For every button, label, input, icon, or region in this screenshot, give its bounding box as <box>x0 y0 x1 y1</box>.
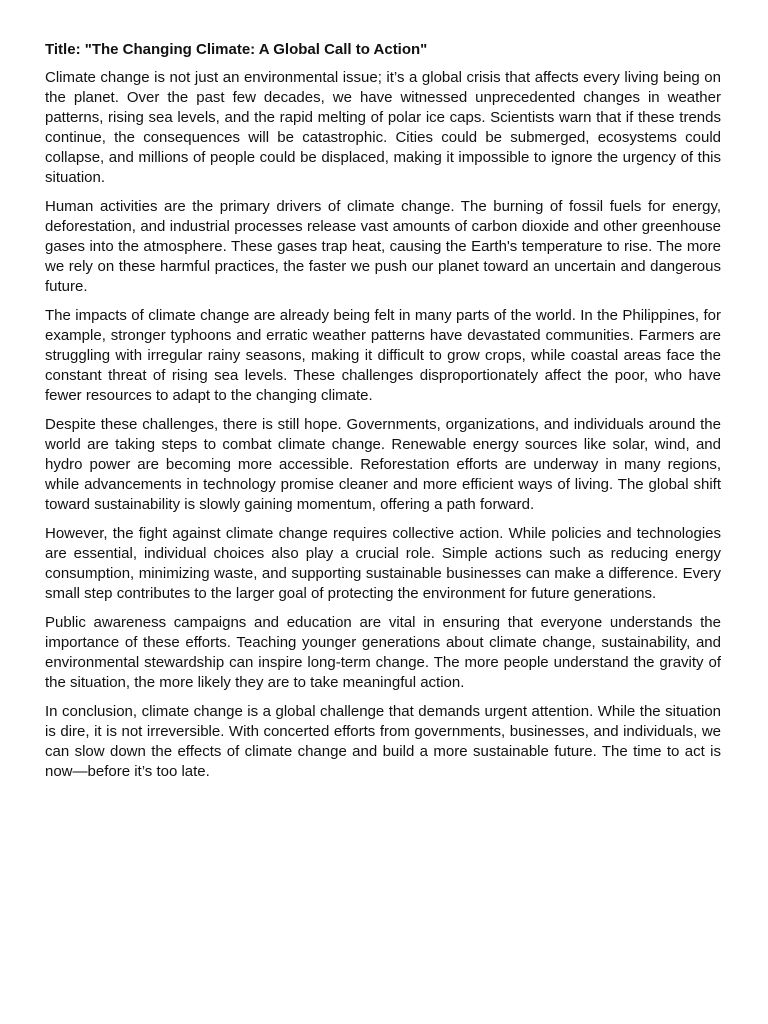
document-title: Title: "The Changing Climate: A Global Call to Action" <box>45 41 428 58</box>
paragraph-3: The impacts of climate change are already being felt in many parts of the world. In the Philippines, for example, stronger typhoons and erratic weather patterns have devastated communities. Farmers are struggling with irregular rainy seasons, making it difficult to grow crops, while coastal areas face the constant threat of rising sea levels. These challenges disproportionately affect the poor, who have fewer resources to adapt to the changing climate. <box>45 307 721 404</box>
paragraph-6: Public awareness campaigns and education are vital in ensuring that everyone understands the importance of these efforts. Teaching younger generations about climate change, sustainability, and environmental stewardship can inspire long-term change. The more people understand the gravity of the situation, the more likely they are to take meaningful action. <box>45 614 721 691</box>
paragraph-5: However, the fight against climate change requires collective action. While policies and technologies are essential, individual choices also play a crucial role. Simple actions such as reducing energy consumption, minimizing waste, and supporting sustainable businesses can make a difference. Every small step contributes to the larger goal of protecting the environment for future generations. <box>45 525 721 602</box>
paragraph-4: Despite these challenges, there is still hope. Governments, organizations, and individuals around the world are taking steps to combat climate change. Renewable energy sources like solar, wind, and hydro power are becoming more accessible. Reforestation efforts are underway in many regions, while advancements in technology promise cleaner and more efficient ways of living. The global shift toward sustainability is slowly gaining momentum, offering a path forward. <box>45 416 721 513</box>
paragraph-7: In conclusion, climate change is a global challenge that demands urgent attention. While the situation is dire, it is not irreversible. With concerted efforts from governments, businesses, and individuals, we can slow down the effects of climate change and build a more sustainable future. The time to act is now—before it’s too late. <box>45 703 721 780</box>
document-page <box>45 40 721 791</box>
paragraph-2: Human activities are the primary drivers of climate change. The burning of fossil fuels for energy, deforestation, and industrial processes release vast amounts of carbon dioxide and other greenhouse gases into the atmosphere. These gases trap heat, causing the Earth's temperature to rise. The more we rely on these harmful practices, the faster we push our planet toward an uncertain and dangerous future. <box>45 198 721 295</box>
paragraph-1: Climate change is not just an environmental issue; it’s a global crisis that affects every living being on the planet. Over the past few decades, we have witnessed unprecedented changes in weather patterns, rising sea levels, and the rapid melting of polar ice caps. Scientists warn that if these trends continue, the consequences will be catastrophic. Cities could be submerged, ecosystems could collapse, and millions of people could be displaced, making it impossible to ignore the urgency of this situation. <box>45 69 721 186</box>
